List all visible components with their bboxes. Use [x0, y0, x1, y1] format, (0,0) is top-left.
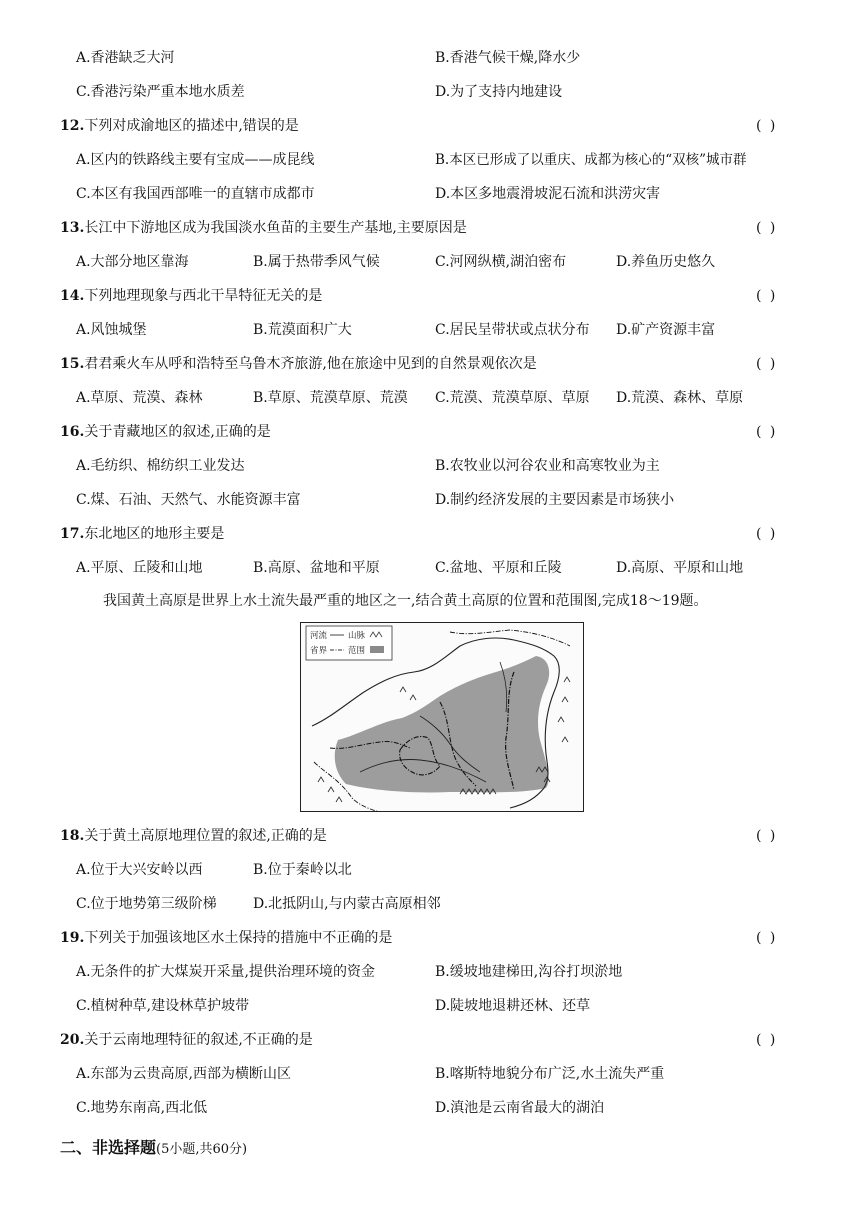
q19-option-b: B.缓坡地建梯田,沟谷打坝淤地: [435, 964, 623, 980]
q16-option-b: B.农牧业以河谷农业和高寒牧业为主: [435, 458, 660, 474]
q12-number: 12.: [60, 118, 85, 134]
q19-number: 19.: [60, 930, 85, 946]
q16-options-row1: [0, 454, 860, 478]
q20-stem: [0, 1028, 860, 1052]
q13-text: 长江中下游地区成为我国淡水鱼苗的主要生产基地,主要原因是: [84, 220, 467, 236]
q19-stem: [0, 926, 860, 950]
q15-answer-blank: ( ): [756, 356, 778, 372]
q13-options: [0, 250, 860, 274]
q19-options-row1: [0, 960, 860, 984]
q18-answer-blank: ( ): [756, 828, 778, 844]
q17-stem: [0, 522, 860, 546]
section-2-title: 二、非选择题: [60, 1138, 157, 1157]
q19-option-c: C.植树种草,建设林草护坡带: [76, 998, 250, 1014]
q14-answer-blank: ( ): [756, 288, 778, 304]
q15-stem: [0, 352, 860, 376]
q12-option-b: B.本区已形成了以重庆、成都为核心的“双核”城市群: [435, 152, 747, 168]
q13-option-c: C.河网纵横,湖泊密布: [435, 254, 567, 270]
q15-option-b: B.草原、荒漠草原、荒漠: [253, 390, 408, 406]
q17-number: 17.: [60, 526, 85, 542]
q14-option-d: D.矿产资源丰富: [616, 322, 716, 338]
legend-province-label: 省界: [310, 646, 328, 656]
q13-stem: [0, 216, 860, 240]
q18-option-b: B.位于秦岭以北: [253, 862, 352, 878]
q18-options-row2: [0, 892, 860, 916]
q20-options-row2: [0, 1096, 860, 1120]
q12-options-row2: [0, 182, 860, 206]
q18-option-d: D.北抵阴山,与内蒙古高原相邻: [253, 896, 441, 912]
q19-options-row2: [0, 994, 860, 1018]
q16-text: 关于青藏地区的叙述,正确的是: [84, 424, 271, 440]
q11-options-row1: [0, 46, 860, 70]
q17-option-b: B.高原、盆地和平原: [253, 560, 380, 576]
q14-option-c: C.居民呈带状或点状分布: [435, 322, 590, 338]
q14-text: 下列地理现象与西北干旱特征无关的是: [84, 288, 323, 304]
q20-option-b: B.喀斯特地貌分布广泛,水土流失严重: [435, 1066, 665, 1082]
q14-number: 14.: [60, 288, 85, 304]
q12-answer-blank: ( ): [756, 118, 778, 134]
q12-option-d: D.本区多地震滑坡泥石流和洪涝灾害: [435, 186, 661, 202]
q14-options: [0, 318, 860, 342]
q16-number: 16.: [60, 424, 85, 440]
q17-option-a: A.平原、丘陵和山地: [76, 560, 203, 576]
q11-option-a: A.香港缺乏大河: [76, 50, 175, 66]
q16-options-row2: [0, 488, 860, 512]
q12-options-row1: [0, 148, 860, 172]
q17-options: [0, 556, 860, 580]
q16-option-c: C.煤、石油、天然气、水能资源丰富: [76, 492, 301, 508]
q16-answer-blank: ( ): [756, 424, 778, 440]
q18-options-row1: [0, 858, 860, 882]
q16-option-a: A.毛纺织、棉纺织工业发达: [76, 458, 245, 474]
q14-stem: [0, 284, 860, 308]
q15-option-a: A.草原、荒漠、森林: [76, 390, 203, 406]
q13-option-d: D.养鱼历史悠久: [616, 254, 716, 270]
legend-mountain-label: 山脉: [348, 631, 366, 641]
q18-text: 关于黄土高原地理位置的叙述,正确的是: [84, 828, 327, 844]
q17-option-d: D.高原、平原和山地: [616, 560, 744, 576]
q14-option-b: B.荒漠面积广大: [253, 322, 352, 338]
legend-range-symbol: [370, 646, 384, 653]
q11-option-d: D.为了支持内地建设: [435, 84, 563, 100]
q12-text: 下列对成渝地区的描述中,错误的是: [84, 118, 299, 134]
q13-option-b: B.属于热带季风气候: [253, 254, 380, 270]
q19-option-a: A.无条件的扩大煤炭开采量,提供治理环境的资金: [76, 964, 376, 980]
q13-answer-blank: ( ): [756, 220, 778, 236]
q20-text: 关于云南地理特征的叙述,不正确的是: [84, 1032, 313, 1048]
q19-text: 下列关于加强该地区水土保持的措施中不正确的是: [84, 930, 393, 946]
q17-option-c: C.盆地、平原和丘陵: [435, 560, 562, 576]
q20-options-row1: [0, 1062, 860, 1086]
q20-answer-blank: ( ): [756, 1032, 778, 1048]
q20-option-c: C.地势东南高,西北低: [76, 1100, 208, 1116]
loess-plateau-map: [300, 622, 584, 812]
section-2-note: (5小题,共60分): [156, 1142, 248, 1157]
q18-option-c: C.位于地势第三级阶梯: [76, 896, 217, 912]
q18-stem: [0, 824, 860, 848]
q16-stem: [0, 420, 860, 444]
q13-number: 13.: [60, 220, 85, 236]
q17-answer-blank: ( ): [756, 526, 778, 542]
q11-option-b: B.香港气候干燥,降水少: [435, 50, 581, 66]
q16-option-d: D.制约经济发展的主要因素是市场狭小: [435, 492, 675, 508]
legend-river-label: 河流: [310, 631, 328, 641]
q18-option-a: A.位于大兴安岭以西: [76, 862, 203, 878]
q12-option-c: C.本区有我国西部唯一的直辖市成都市: [76, 186, 315, 202]
q11-option-c: C.香港污染严重本地水质差: [76, 84, 245, 100]
map-question-intro: 我国黄土高原是世界上水土流失最严重的地区之一,结合黄土高原的位置和范围图,完成18～19题。: [103, 593, 708, 609]
q12-stem: [0, 114, 860, 138]
q20-option-a: A.东部为云贵高原,西部为横断山区: [76, 1066, 292, 1082]
q19-option-d: D.陡坡地退耕还林、还草: [435, 998, 591, 1014]
q15-text: 君君乘火车从呼和浩特至乌鲁木齐旅游,他在旅途中见到的自然景观依次是: [84, 356, 537, 372]
q18-number: 18.: [60, 828, 85, 844]
q15-option-d: D.荒漠、森林、草原: [616, 390, 744, 406]
q17-text: 东北地区的地形主要是: [84, 526, 225, 542]
legend-range-label: 范围: [348, 646, 366, 656]
q20-number: 20.: [60, 1032, 85, 1048]
q13-option-a: A.大部分地区靠海: [76, 254, 189, 270]
q15-number: 15.: [60, 356, 85, 372]
section-2-heading: [60, 1135, 247, 1158]
q14-option-a: A.风蚀城堡: [76, 322, 147, 338]
q19-answer-blank: ( ): [756, 930, 778, 946]
q20-option-d: D.滇池是云南省最大的湖泊: [435, 1100, 605, 1116]
q11-options-row2: [0, 80, 860, 104]
q15-option-c: C.荒漠、荒漠草原、草原: [435, 390, 590, 406]
q15-options: [0, 386, 860, 410]
q12-option-a: A.区内的铁路线主要有宝成——成昆线: [76, 152, 315, 168]
